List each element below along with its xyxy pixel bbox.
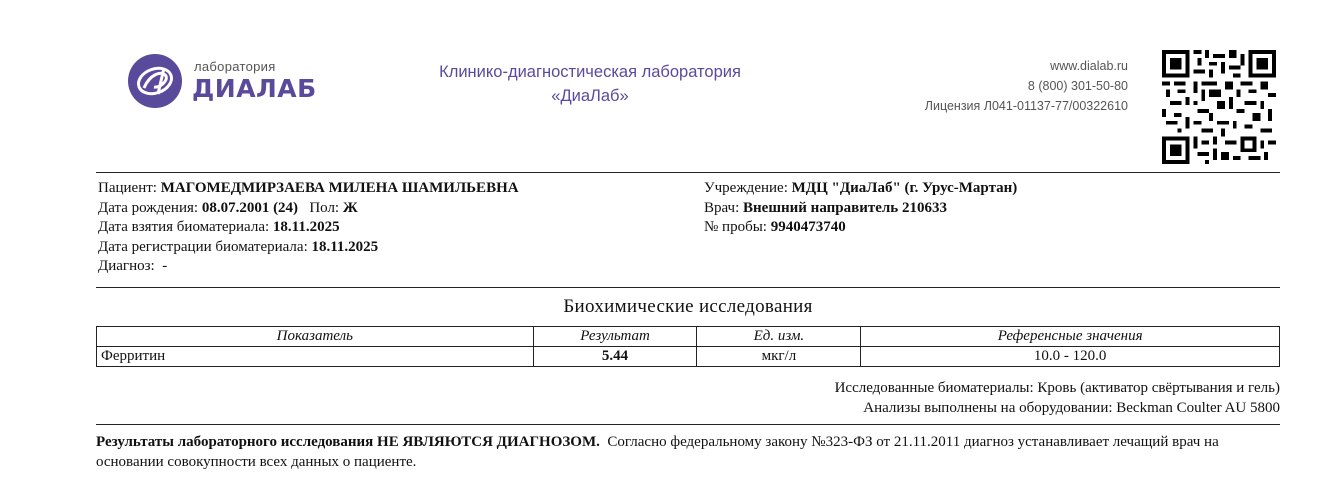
institution-label: Учреждение: — [704, 180, 788, 196]
cell-indicator: Ферритин — [97, 347, 534, 367]
birth-row — [98, 199, 519, 219]
lab-name-line2: «ДиаЛаб» — [551, 87, 629, 105]
registered-row — [98, 238, 519, 258]
registered-label: Дата регистрации биоматериала: — [98, 238, 308, 255]
info-divider — [96, 287, 1280, 288]
logo-wordmark: ДИАЛАБ — [192, 74, 317, 103]
header-divider — [96, 172, 1280, 173]
results-table-header — [97, 327, 1280, 347]
patient-name-label: Пациент: — [98, 180, 157, 196]
patient-name-row — [98, 179, 519, 199]
biomaterials-note: Исследованные биоматериалы: Кровь (активатор свёртывания и гель) — [834, 380, 1280, 396]
test-notes — [835, 378, 1280, 418]
sample-number: 9940473740 — [770, 219, 846, 235]
diagnosis-row — [98, 257, 519, 277]
header-result: Результат — [533, 327, 697, 347]
doctor-row — [704, 199, 1017, 219]
section-title: Биохимические исследования — [563, 296, 813, 317]
doctor-label: Врач: — [704, 199, 740, 216]
header-reference: Референсные значения — [861, 327, 1280, 347]
institution-info — [704, 179, 1017, 238]
qr-code-icon — [1162, 50, 1276, 164]
institution-row — [704, 179, 1017, 199]
notes-divider — [96, 424, 1280, 425]
institution-name: МДЦ "ДиаЛаб" (г. Урус-Мартан) — [791, 180, 1018, 196]
cell-result: 5.44 — [533, 347, 697, 367]
sex-label: Пол: — [309, 199, 340, 216]
diagnosis-value: - — [162, 258, 168, 274]
birth-date: 08.07.2001 (24) — [201, 199, 299, 216]
sex-value: Ж — [342, 199, 358, 216]
patient-info — [98, 179, 519, 277]
lab-name — [380, 60, 800, 108]
logo-caption: лаборатория — [194, 59, 276, 74]
results-table — [96, 326, 1280, 367]
dialab-logo-icon — [128, 54, 182, 108]
phone-number: 8 (800) 301-50-80 — [1027, 79, 1128, 93]
sample-row — [704, 218, 1017, 238]
taken-date: 18.11.2025 — [272, 219, 340, 235]
header-indicator: Показатель — [97, 327, 534, 347]
equipment-note: Анализы выполнены на оборудовании: Beckman Coulter AU 5800 — [863, 400, 1280, 416]
lab-contacts — [925, 56, 1128, 116]
website-link[interactable]: www.dialab.ru — [1050, 59, 1128, 73]
cell-reference: 10.0 - 120.0 — [861, 347, 1280, 367]
disclaimer — [96, 432, 1286, 472]
birth-label: Дата рождения: — [98, 199, 199, 216]
diagnosis-label: Диагноз: — [98, 258, 155, 274]
dialab-logo — [128, 54, 318, 110]
sample-label: № пробы: — [704, 219, 767, 235]
disclaimer-bold: Результаты лабораторного исследования НЕ ЯВЛЯЮТСЯ ДИАГНОЗОМ. — [96, 434, 600, 450]
header-unit: Ед. изм. — [697, 327, 861, 347]
disclaimer-text: Согласно федеральному закону №323-ФЗ от 21.11.2011 диагноз устанавливает лечащий врач на основании совокупности всех данных о пациенте. — [96, 434, 1219, 470]
cell-unit: мкг/л — [697, 347, 861, 367]
taken-row — [98, 218, 519, 238]
patient-name: МАГОМЕДМИРЗАЕВА МИЛЕНА ШАМИЛЬЕВНА — [160, 180, 519, 196]
doctor-name: Внешний направитель 210633 — [743, 199, 947, 216]
table-row — [97, 347, 1280, 367]
lab-name-line1: Клинико-диагностическая лаборатория — [439, 63, 741, 81]
license-number: Лицензия Л041-01137-77/00322610 — [924, 99, 1128, 113]
taken-label: Дата взятия биоматериала: — [98, 219, 270, 235]
registered-date: 18.11.2025 — [311, 238, 379, 255]
